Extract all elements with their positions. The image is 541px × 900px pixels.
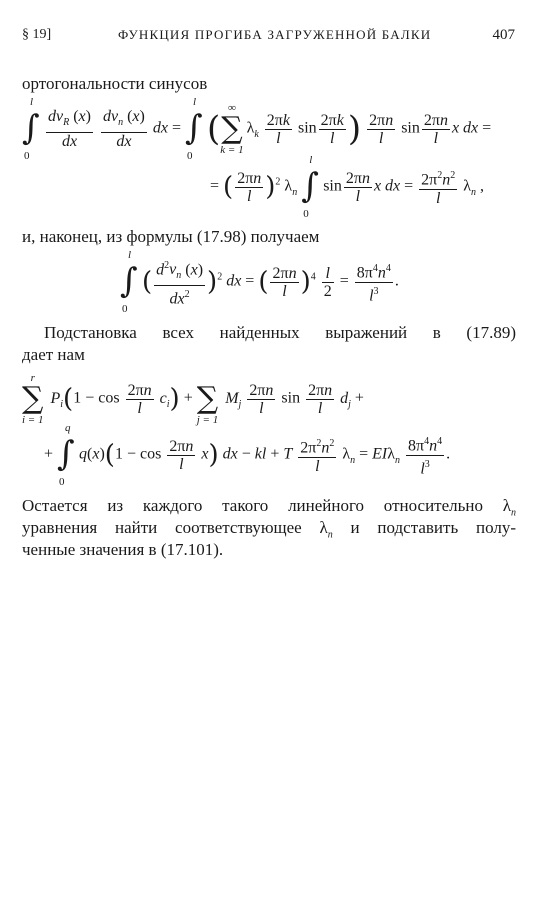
page-number: 407 [492, 27, 515, 43]
equation-second-derivative: l ∫ 0 ( $\frac{d^2v_n (x)}{dx^2}$ )$^2$ dx = ( $\frac{2\pi n}{l}$ )$^4$ $\frac{l}{2}$ = $\frac{8\pi^4n^4}{l^3}$ . [120, 249, 399, 315]
paragraph-substitution-line2: дает нам [22, 345, 85, 364]
equation-sum-line2: + q ∫ 0 q(x)(1 − cos $\frac{2\pi n}{l}$ x) dx − kl + T $\frac{2\pi^2n^2}{l}$ $\lambda_n = EI\lambda_n$ $\frac{8\pi^4n^4}{l^3}$ . [44, 422, 451, 488]
paragraph-from-formula: и, наконец, из формулы (17.98) получаем [22, 227, 320, 246]
paragraph-conclusion-line2: уравнения найти соответствующее $\lambda_n$ и подставить полу- [22, 518, 516, 541]
paragraph-orthogonality: ортогональности синусов [22, 74, 208, 93]
running-title: ФУНКЦИЯ ПРОГИБА ЗАГРУЖЕННОЙ БАЛКИ [118, 27, 432, 42]
equation-orthogonality-line2: = ( $\frac{2\pi n}{l}$ )$^2$ $\lambda_n$ l ∫ 0 sin $\frac{2\pi n}{l}$ x dx = $\frac{2\pi^2n^2}{l}$ $\lambda_n$ , [210, 154, 485, 220]
paragraph-conclusion-line1: Остается из каждого такого линейного относительно $\lambda_n$ [22, 496, 516, 519]
equation-orthogonality-line1: l ∫ 0 $\frac{dv_R (x)}{dx}$ $\frac{dv_n (x)}{dx}$ dx = l ∫ 0 ( ∞ ∑ k = 1 $\lambda_k$ $\frac{2\pi k}{l}$ sin $\frac{2\pi k}{l}$ ) $\frac{2\pi n}{l}$ sin $\frac{2\pi n}{l}$ x dx = [22, 96, 492, 162]
section-mark: § 19] [22, 27, 52, 42]
equation-sum-line1: r ∑ i = 1 $P_i(1 - \cos$ $\frac{2\pi n}{l}$ $c_i$) + ∑ j = 1 $M_j$ $\frac{2\pi n}{l}$ sin $\frac{2\pi n}{l}$ $d_j$ + [22, 372, 364, 426]
paragraph-conclusion-line3: ченные значения в (17.101). [22, 540, 224, 559]
running-head [22, 27, 515, 45]
paragraph-substitution-line1: Подстановка всех найденных выражений в (17.89) [44, 323, 516, 342]
